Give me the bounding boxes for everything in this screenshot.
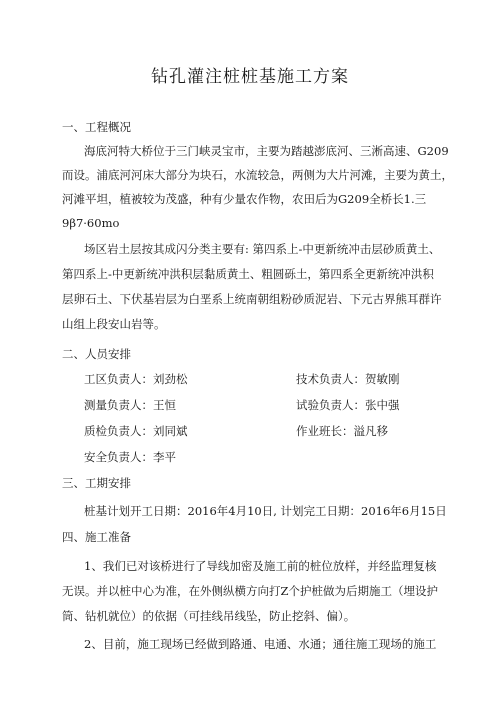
paragraph-line: 1、我们已对该桥进行了导线加密及施工前的桩位放样，并经监理复核 xyxy=(84,559,437,573)
paragraph-line: 2、目前，施工现场已经做到路通、电通、水通；通往施工现场的施工 xyxy=(84,637,437,651)
paragraph-line: 9β7·60mo xyxy=(62,216,120,230)
personnel-item: 安全负责人：李平 xyxy=(84,450,176,464)
personnel-item: 质检负责人：刘同斌 xyxy=(84,424,188,438)
personnel-item: 测量负责人：王恒 xyxy=(84,398,176,412)
paragraph-line: 海底河特大桥位于三门峡灵宝市，主要为踏越澎底河、三淅高速、G209 xyxy=(84,144,449,158)
paragraph-line: 而设。浦底河河床大部分为块石，水流较急，两侧为大片河滩，主要为黄土， xyxy=(62,168,453,182)
paragraph-line: 山组上段安山岩等。 xyxy=(62,317,166,331)
personnel-item: 作业班长：溢凡移 xyxy=(296,424,388,438)
section-heading-personnel: 二、人员安排 xyxy=(62,347,131,361)
paragraph-line: 场区岩土层按其成闪分类主要有: 第四系上-中更新统冲击层砂质黄土、 xyxy=(84,242,441,256)
personnel-item: 技术负责人：贺敏刚 xyxy=(296,372,400,386)
paragraph-line: 筒、钻机就位）的依据（可挂线吊线坠，防止挖斜、偏）。 xyxy=(62,609,356,623)
paragraph-line: 无误。并以桩中心为准，在外侧纵横方向打Z个护桩做为后期施工（埋设护 xyxy=(62,584,438,598)
paragraph-line: 层卵石土、下伏基岩层为白垩系上统南朝组粉砂质泥岩、下元古界熊耳群许 xyxy=(62,292,442,306)
paragraph-line: 河滩平坦，植被较为茂盛，种有少量农作物，农田后为G209全桥长1.三 xyxy=(62,192,427,206)
document-title: 钻孔灌注桩桩基施工方案 xyxy=(151,67,349,87)
personnel-item: 试验负责人：张中强 xyxy=(296,398,400,412)
personnel-item: 工区负责人：刘劲松 xyxy=(84,372,188,386)
section-heading-overview: 一、工程概况 xyxy=(62,120,131,134)
schedule-text: 桩基计划开工日期：2016年4月10日, 计划完工日期：2016年6月15日 xyxy=(84,504,447,518)
section-heading-preparation: 四、施工准备 xyxy=(62,530,131,544)
section-heading-schedule: 三、工期安排 xyxy=(62,476,131,490)
paragraph-line: 第四系上-中更新统冲洪积层黏质黄土、粗圆砾土，第四系全更新统冲洪积 xyxy=(62,267,434,281)
